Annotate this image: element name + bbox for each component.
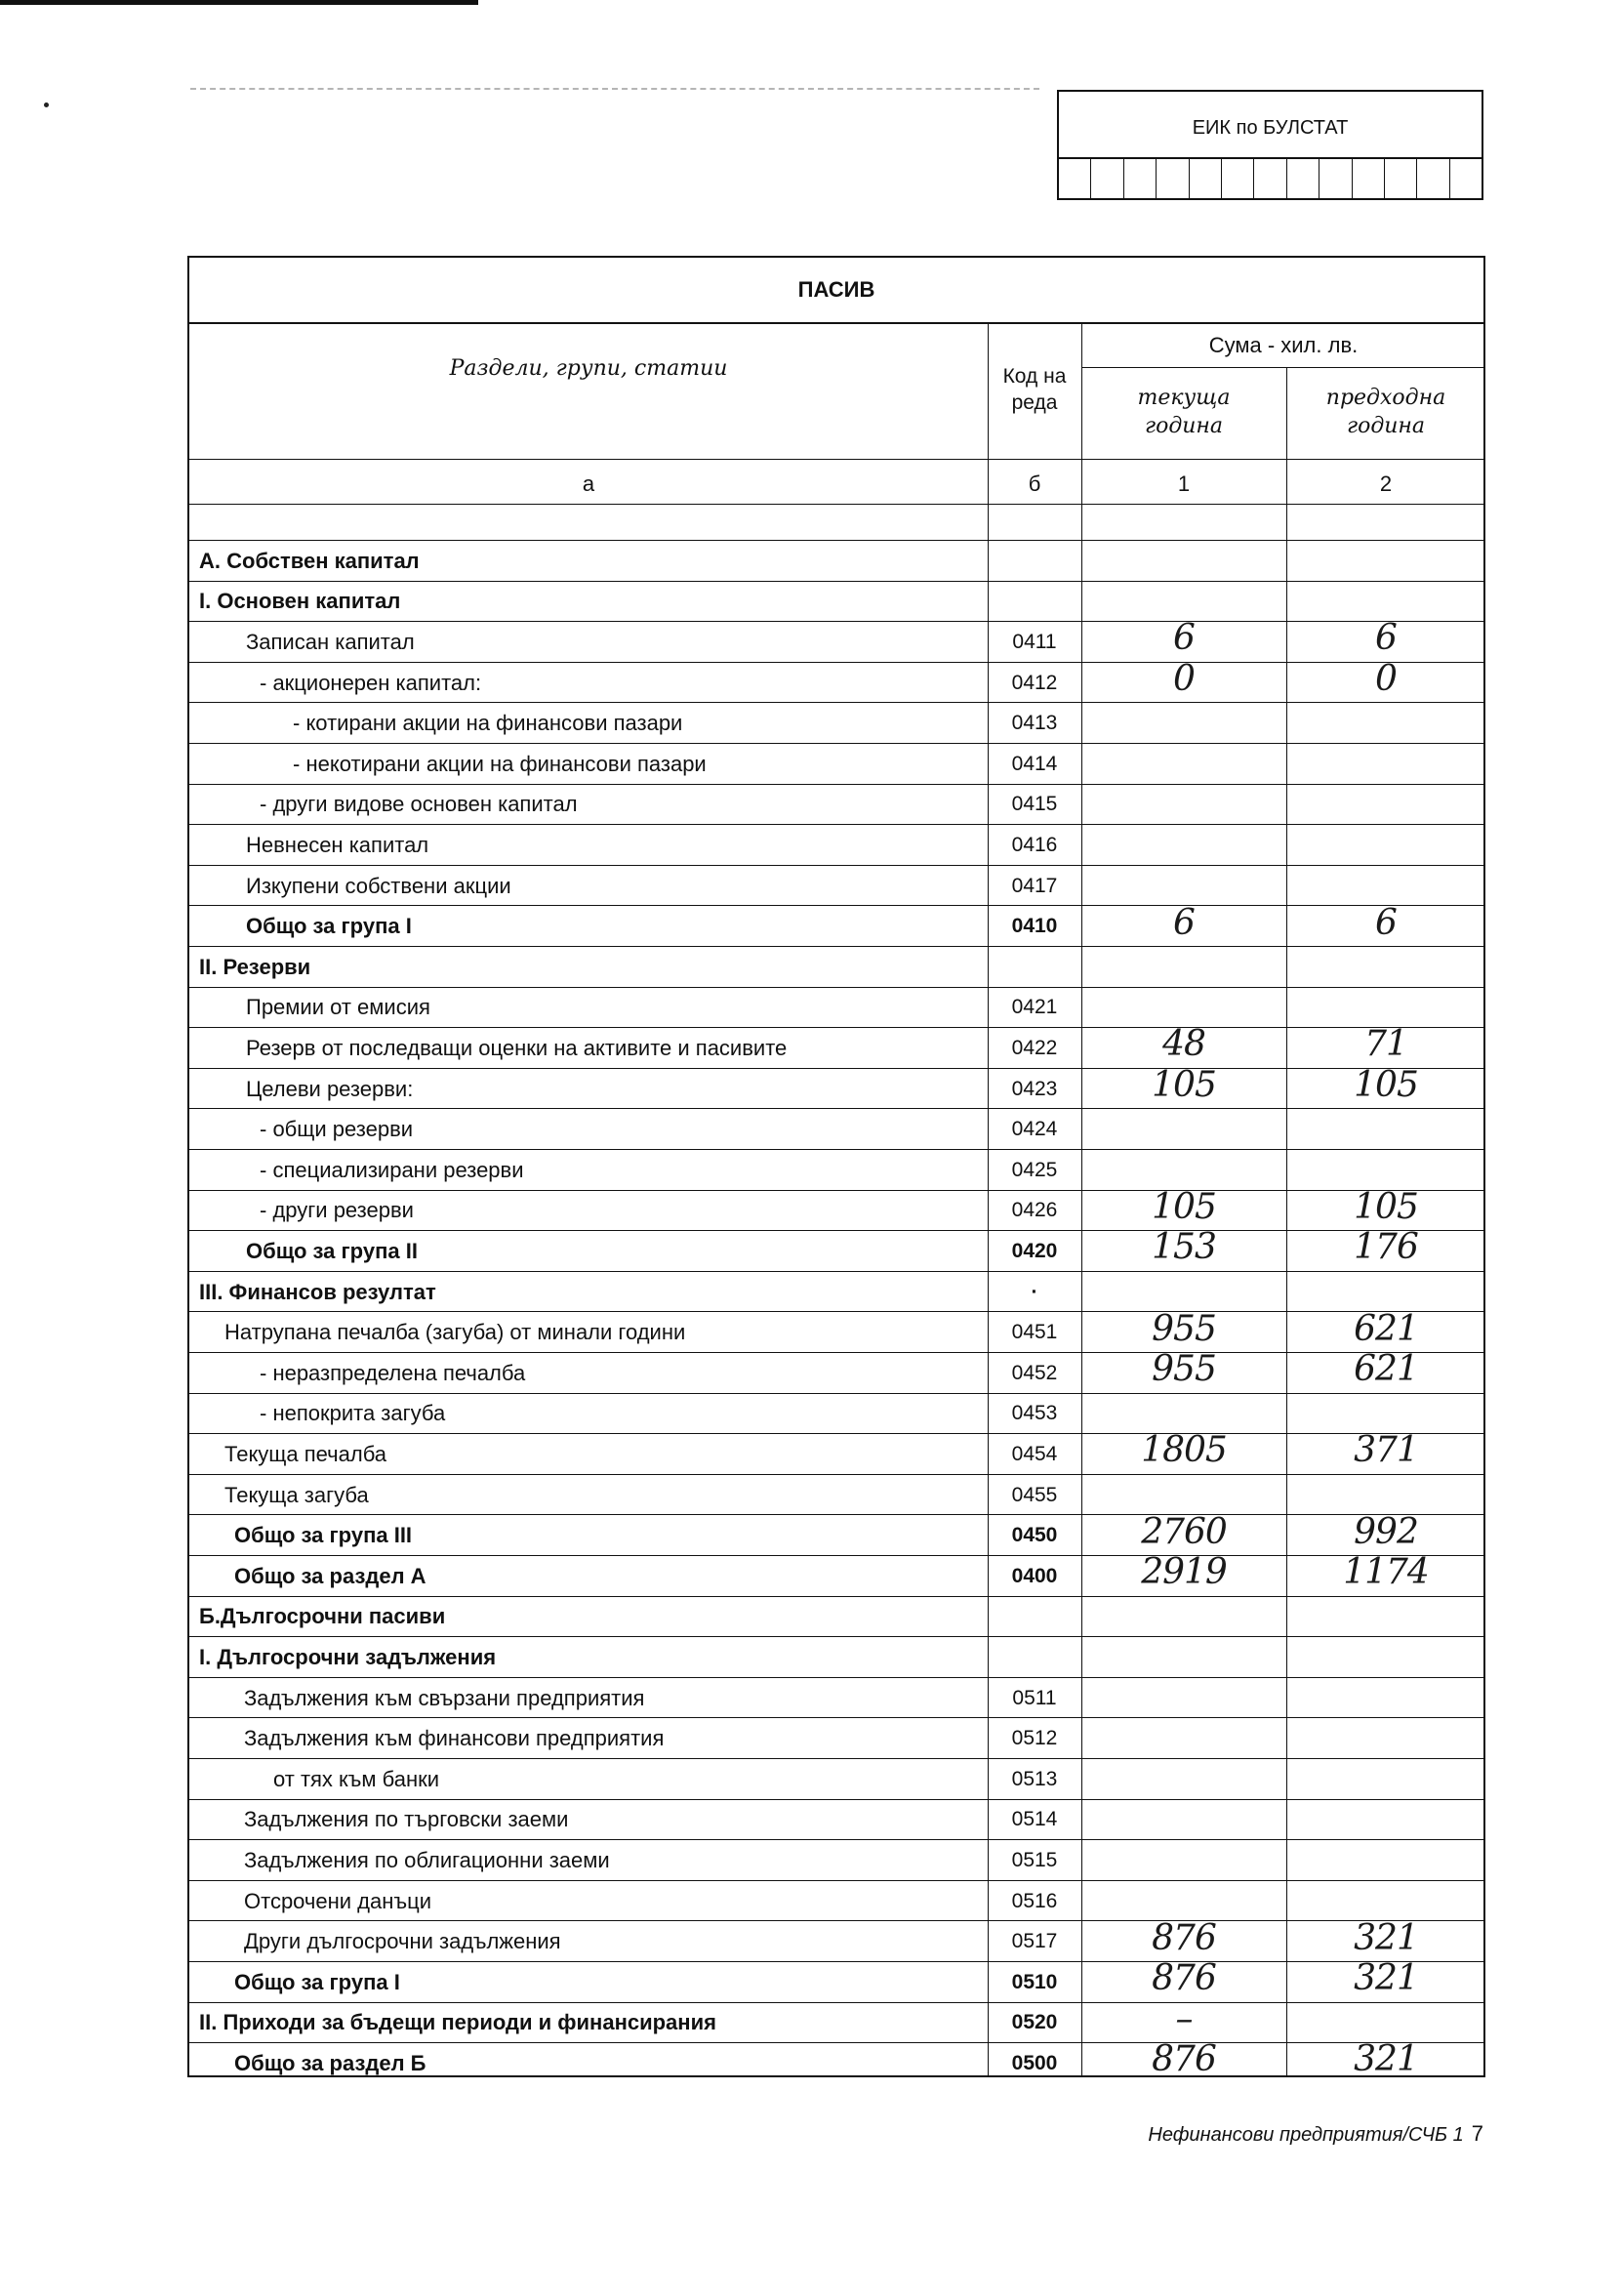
row-label: - други резерви bbox=[260, 1198, 414, 1223]
eik-digit-cell bbox=[1059, 159, 1091, 198]
amount-subheader-line bbox=[1081, 367, 1485, 368]
row-code: 0451 bbox=[1011, 1321, 1058, 1344]
previous-year-value: 176 bbox=[1354, 1227, 1418, 1268]
eik-digit-cell bbox=[1287, 159, 1320, 198]
previous-year-value: 71 bbox=[1364, 1024, 1407, 1065]
scan-speck bbox=[44, 102, 49, 107]
current-year-value: 955 bbox=[1152, 1349, 1216, 1390]
row-code: 0425 bbox=[1011, 1158, 1058, 1181]
row-label: Задължения по търговски заеми bbox=[244, 1807, 569, 1832]
row-label: Б.Дългосрочни пасиви bbox=[199, 1604, 446, 1629]
row-label: Текуща печалба bbox=[224, 1441, 387, 1466]
previous-year-value: 621 bbox=[1354, 1349, 1418, 1390]
current-year-value: 105 bbox=[1152, 1186, 1216, 1227]
previous-year-value: 0 bbox=[1375, 659, 1397, 700]
row-code: 0500 bbox=[1011, 2051, 1058, 2074]
eik-digit-cells bbox=[1059, 157, 1482, 198]
row-label: Резерв от последващи оценки на активите и пасивите bbox=[246, 1035, 788, 1060]
row-code bbox=[988, 541, 1081, 582]
row-label: Отсрочени данъци bbox=[244, 1888, 432, 1913]
page-number: 7 bbox=[1471, 2121, 1483, 2146]
row-label: Премии от емисия bbox=[246, 995, 430, 1020]
row-label: Други дългосрочни задължения bbox=[244, 1929, 561, 1954]
eik-digit-cell bbox=[1190, 159, 1222, 198]
row-code: 0517 bbox=[1011, 1930, 1058, 1953]
previous-year-value: 371 bbox=[1354, 1430, 1418, 1471]
previous-year-value: 6 bbox=[1375, 618, 1397, 659]
row-code: 0417 bbox=[1011, 874, 1058, 897]
previous-year-value: 105 bbox=[1354, 1065, 1418, 1106]
row-code: 0511 bbox=[1012, 1686, 1057, 1709]
row-label: Записан капитал bbox=[246, 629, 415, 654]
current-year-value: 1805 bbox=[1141, 1430, 1227, 1471]
header-previous-year: предходна година bbox=[1325, 386, 1446, 438]
row-label: - котирани акции на финансови пазари bbox=[293, 711, 683, 736]
row-label: Целеви резерви: bbox=[246, 1076, 414, 1101]
eik-digit-cell bbox=[1254, 159, 1286, 198]
row-code: 0515 bbox=[1011, 1848, 1058, 1871]
current-year-value: – bbox=[1175, 1998, 1193, 2039]
row-code bbox=[988, 947, 1081, 988]
header-current-year: текуща година bbox=[1137, 386, 1231, 438]
current-year-value: 6 bbox=[1173, 902, 1195, 943]
row-label: III. Финансов резултат bbox=[199, 1279, 436, 1304]
current-year-value: 153 bbox=[1152, 1227, 1216, 1268]
row-label: - други видове основен капитал bbox=[260, 792, 578, 817]
row-label: - неразпределена печалба bbox=[260, 1360, 526, 1385]
row-code bbox=[988, 1597, 1081, 1638]
col-letter-b: б bbox=[1028, 472, 1041, 496]
row-label: Общо за раздел Б bbox=[234, 2050, 426, 2075]
row-code: 0414 bbox=[1011, 752, 1058, 775]
current-year-value: 2919 bbox=[1141, 1552, 1227, 1593]
row-code: 0424 bbox=[1011, 1118, 1058, 1141]
row-code: 0415 bbox=[1011, 793, 1058, 816]
row-label: Общо за група II bbox=[246, 1238, 418, 1263]
eik-box bbox=[1057, 90, 1483, 200]
eik-digit-cell bbox=[1450, 159, 1482, 198]
previous-year-value: 321 bbox=[1354, 1958, 1418, 1999]
row-code: 0512 bbox=[1011, 1727, 1058, 1750]
eik-digit-cell bbox=[1124, 159, 1157, 198]
eik-digit-cell bbox=[1385, 159, 1417, 198]
previous-year-value: 992 bbox=[1354, 1511, 1418, 1552]
header-amount: Сума - хил. лв. bbox=[1208, 333, 1359, 357]
col-number-1: 1 bbox=[1177, 472, 1191, 496]
eik-label: ЕИК по БУЛСТАТ bbox=[1192, 117, 1349, 139]
row-label: Изкупени собствени акции bbox=[246, 873, 511, 898]
previous-year-value: 1174 bbox=[1343, 1552, 1429, 1593]
col-number-2: 2 bbox=[1379, 472, 1393, 496]
col-letter-a: а bbox=[582, 472, 595, 496]
row-code bbox=[988, 1637, 1081, 1678]
row-code: 0422 bbox=[1011, 1036, 1058, 1059]
previous-year-value: 621 bbox=[1354, 1308, 1418, 1349]
liabilities-table bbox=[187, 256, 1485, 2080]
page-footer bbox=[976, 2121, 1483, 2147]
row-label: Задължения към свързани предприятия bbox=[244, 1685, 645, 1710]
row-code: 0510 bbox=[1011, 1970, 1058, 1993]
row-label: Задължения по облигационни заеми bbox=[244, 1847, 610, 1872]
row-label: Общо за раздел А bbox=[234, 1563, 426, 1588]
row-label: от тях към банки bbox=[273, 1766, 440, 1791]
row-code: 0513 bbox=[1011, 1767, 1058, 1790]
row-label: Общо за група I bbox=[234, 1969, 400, 1994]
current-year-value: 876 bbox=[1152, 2039, 1216, 2080]
row-code: 0455 bbox=[1011, 1483, 1058, 1506]
row-label: - специализирани резерви bbox=[260, 1157, 524, 1182]
row-code: 0426 bbox=[1011, 1199, 1058, 1222]
row-code: 0411 bbox=[1012, 630, 1057, 653]
previous-year-value: 105 bbox=[1354, 1186, 1418, 1227]
header-sections: Раздели, групи, статии bbox=[449, 356, 728, 381]
row-code: 0520 bbox=[1011, 2011, 1058, 2034]
current-year-value: 876 bbox=[1152, 1958, 1216, 1999]
row-label: Общо за група III bbox=[234, 1523, 413, 1548]
eik-digit-cell bbox=[1157, 159, 1189, 198]
header-code: Код на реда bbox=[1002, 365, 1067, 415]
row-label: I. Основен капитал bbox=[199, 589, 401, 614]
eik-digit-cell bbox=[1417, 159, 1449, 198]
letters-row-line bbox=[189, 504, 1483, 505]
row-code: 0413 bbox=[1011, 712, 1058, 735]
row-label: Натрупана печалба (загуба) от минали години bbox=[224, 1320, 686, 1345]
eik-digit-cell bbox=[1320, 159, 1352, 198]
row-label: I. Дългосрочни задължения bbox=[199, 1644, 497, 1669]
eik-digit-cell bbox=[1353, 159, 1385, 198]
row-code: 0452 bbox=[1011, 1361, 1058, 1384]
row-label: Текуща загуба bbox=[224, 1482, 369, 1507]
row-code: 0453 bbox=[1011, 1402, 1058, 1425]
row-code: 0412 bbox=[1011, 671, 1058, 694]
row-code: 0400 bbox=[1011, 1564, 1058, 1587]
row-code: 0410 bbox=[1011, 915, 1058, 938]
table-row bbox=[189, 2039, 1483, 2084]
row-code: 0450 bbox=[1011, 1524, 1058, 1547]
row-code: 0516 bbox=[1011, 1889, 1058, 1912]
row-code bbox=[988, 582, 1081, 623]
row-label: Задължения към финансови предприятия bbox=[244, 1726, 665, 1751]
row-label: - общи резерви bbox=[260, 1117, 414, 1142]
eik-digit-cell bbox=[1091, 159, 1123, 198]
footer-form-name: Нефинансови предприятия/СЧБ 1 bbox=[1148, 2124, 1464, 2146]
scan-edge-bar bbox=[0, 0, 478, 5]
previous-year-value: 321 bbox=[1354, 2039, 1418, 2080]
row-label: Общо за група I bbox=[246, 914, 412, 939]
row-label: - непокрита загуба bbox=[260, 1401, 446, 1426]
row-code: 0514 bbox=[1011, 1808, 1058, 1831]
previous-year-value: 6 bbox=[1375, 902, 1397, 943]
row-label: - акционерен капитал: bbox=[260, 670, 482, 695]
table-title: ПАСИВ bbox=[189, 258, 1483, 324]
row-code: 0420 bbox=[1011, 1239, 1058, 1262]
row-label: II. Резерви bbox=[199, 954, 311, 979]
previous-year-value: 321 bbox=[1354, 1917, 1418, 1958]
current-year-value: 105 bbox=[1152, 1065, 1216, 1106]
row-code: 0423 bbox=[1011, 1077, 1058, 1100]
current-year-value: 955 bbox=[1152, 1308, 1216, 1349]
row-label: А. Собствен капитал bbox=[199, 548, 420, 573]
current-year-value: 48 bbox=[1162, 1024, 1205, 1065]
row-code: · bbox=[1031, 1280, 1038, 1303]
eik-digit-cell bbox=[1222, 159, 1254, 198]
current-year-value: 6 bbox=[1173, 618, 1195, 659]
row-code: 0421 bbox=[1011, 996, 1058, 1019]
current-year-value: 876 bbox=[1152, 1917, 1216, 1958]
dashed-guide-line bbox=[190, 88, 1039, 90]
row-label: - некотирани акции на финансови пазари bbox=[293, 751, 707, 776]
header-bottom-line bbox=[189, 459, 1483, 460]
current-year-value: 0 bbox=[1173, 659, 1195, 700]
row-code: 0454 bbox=[1011, 1442, 1058, 1465]
row-label: II. Приходи за бъдещи периоди и финансирания bbox=[199, 2010, 716, 2035]
current-year-value: 2760 bbox=[1141, 1511, 1227, 1552]
row-code: 0416 bbox=[1011, 833, 1058, 856]
row-label: Невнесен капитал bbox=[246, 832, 429, 857]
